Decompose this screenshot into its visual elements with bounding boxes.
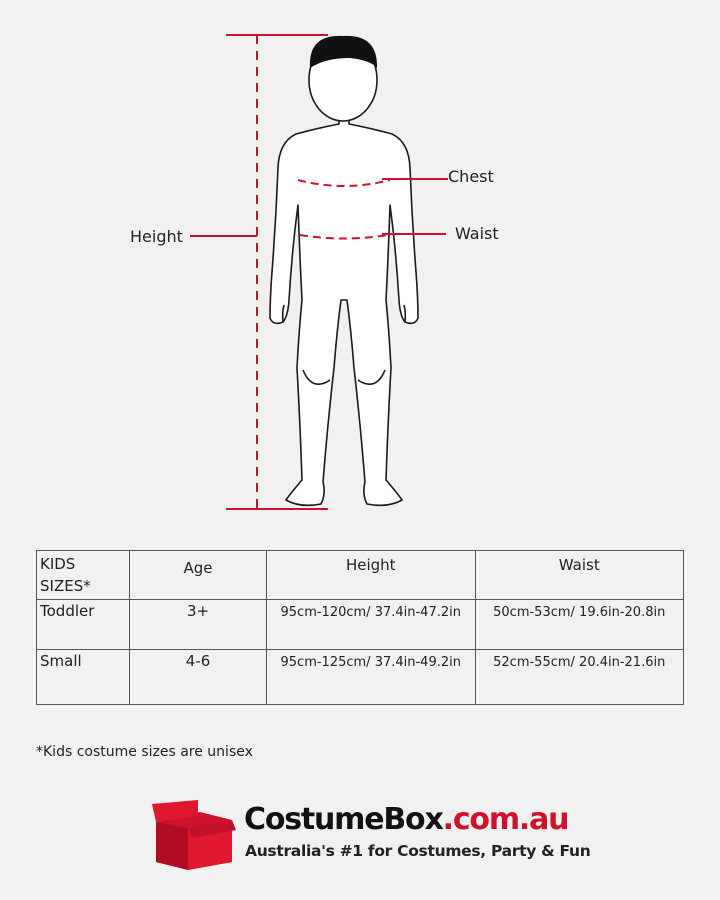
waist-cell: 52cm-55cm/ 20.4in-21.6in (475, 650, 684, 705)
unisex-footnote: *Kids costume sizes are unisex (36, 744, 253, 760)
table-row (37, 650, 684, 705)
waist-label: Waist (455, 224, 499, 243)
size-chart-table (36, 550, 684, 705)
height-cell: 95cm-125cm/ 37.4in-49.2in (267, 650, 476, 705)
waist-cell: 50cm-53cm/ 19.6in-20.8in (475, 600, 684, 650)
brand-name: CostumeBox.com.au (244, 802, 569, 837)
size-cell: Small (37, 650, 130, 705)
child-figure-outline (270, 39, 418, 505)
header-age: Age (130, 551, 267, 600)
age-cell: 4-6 (130, 650, 267, 705)
brand-tagline: Australia's #1 for Costumes, Party & Fun (245, 842, 591, 860)
header-height: Height (267, 551, 476, 600)
brand-logo (148, 800, 591, 870)
chest-label: Chest (448, 167, 494, 186)
table-row (37, 600, 684, 650)
header-kids-sizes: KIDS SIZES* (37, 551, 130, 600)
table-header-row (37, 551, 684, 600)
costume-box-logo-icon (148, 800, 238, 870)
height-cell: 95cm-120cm/ 37.4in-47.2in (267, 600, 476, 650)
header-waist: Waist (475, 551, 684, 600)
height-label: Height (130, 227, 183, 246)
size-cell: Toddler (37, 600, 130, 650)
age-cell: 3+ (130, 600, 267, 650)
